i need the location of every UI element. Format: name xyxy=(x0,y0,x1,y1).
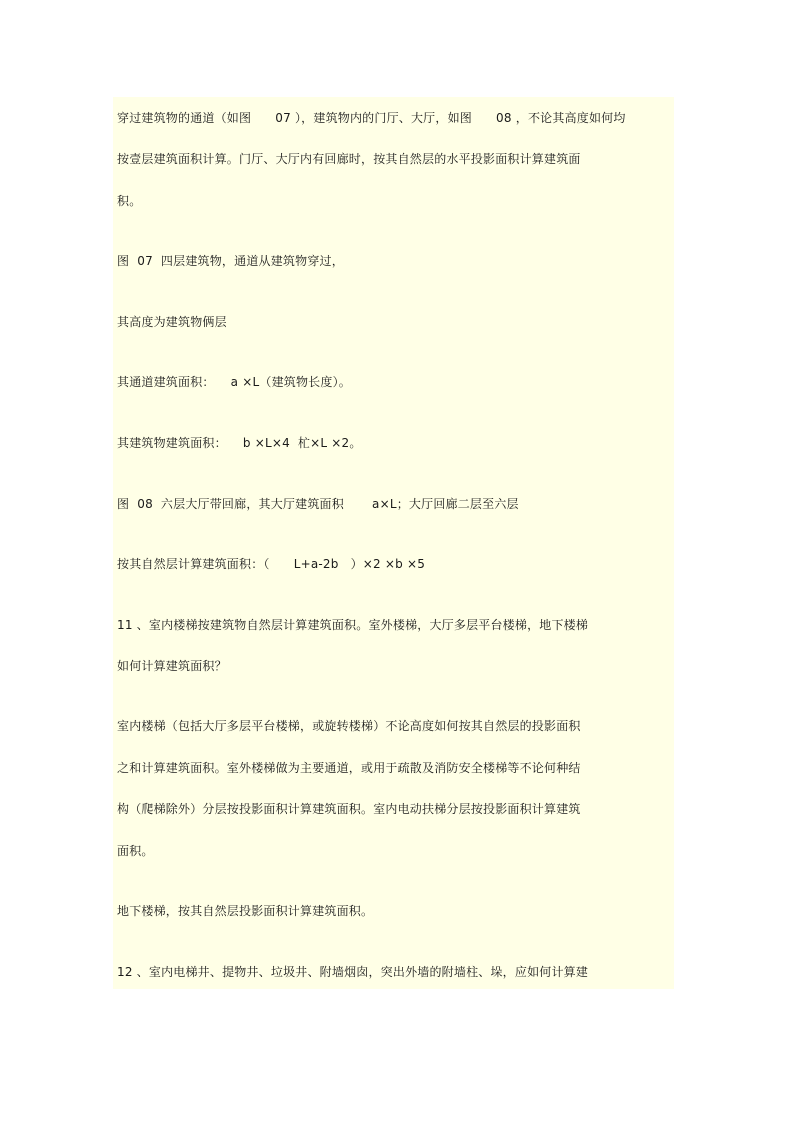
formula-line: 其建筑物建筑面积： b ×L×4 杧×L ×2。 xyxy=(117,436,362,450)
text-line: 之和计算建筑面积。室外楼梯做为主要通道，或用于疏散及消防安全楼梯等不论何种结 xyxy=(117,761,581,775)
question-heading: 12 、室内电梯井、提物井、垃圾井、附墙烟囱，突出外墙的附墙柱、垛，应如何计算建 xyxy=(117,965,589,979)
text-line: 面积。 xyxy=(117,844,154,858)
formula-line: 按其自然层计算建筑面积：（ L+a-2b ）×2 ×b ×5 xyxy=(117,557,426,571)
question-heading: 如何计算建筑面积？ xyxy=(117,659,227,673)
text-line: 构（爬梯除外）分层按投影面积计算建筑面积。室内电动扶梯分层按投影面积计算建筑 xyxy=(117,802,581,816)
question-heading: 11 、室内楼梯按建筑物自然层计算建筑面积。室外楼梯，大厅多层平台楼梯，地下楼梯 xyxy=(117,618,589,632)
figure-caption: 图 08 六层大厅带回廊，其大厅建筑面积 a×L；大厅回廊二层至六层 xyxy=(117,497,519,511)
text-line: 按壹层建筑面积计算。门厅、大厅内有回廊时，按其自然层的水平投影面积计算建筑面 xyxy=(117,152,581,166)
text-line: 其高度为建筑物俩层 xyxy=(117,315,227,329)
text-line: 室内楼梯（包括大厅多层平台楼梯，或旋转楼梯）不论高度如何按其自然层的投影面积 xyxy=(117,719,581,733)
text-highlight-panel xyxy=(113,97,674,989)
figure-caption: 图 07 四层建筑物，通道从建筑物穿过， xyxy=(117,254,344,268)
formula-line: 其通道建筑面积： a ×L（建筑物长度）。 xyxy=(117,375,351,389)
text-line: 积。 xyxy=(117,194,142,208)
text-line: 地下楼梯，按其自然层投影面积计算建筑面积。 xyxy=(117,904,374,918)
text-line: 穿过建筑物的通道（如图 07 ），建筑物内的门厅、大厅，如图 08 ，不论其高度如何均 xyxy=(117,111,626,125)
